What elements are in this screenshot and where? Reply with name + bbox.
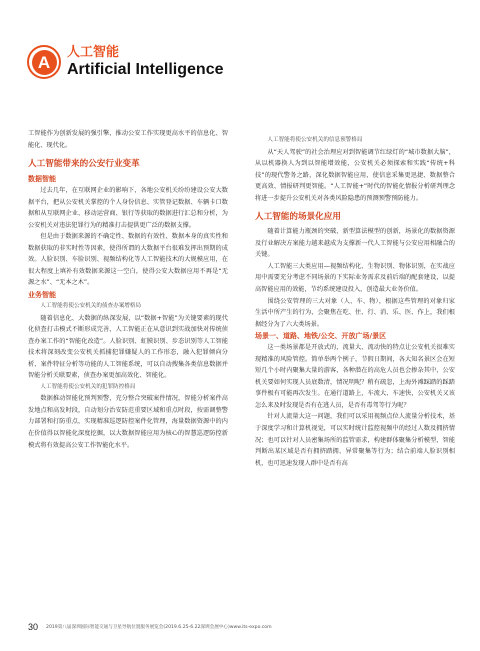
subsection-heading: 场景一、道路、地铁/公交、开放广场/景区 (255, 332, 387, 341)
section-title (67, 45, 223, 79)
paragraph: 从“天人驾驶”的社会治理应对到智能调节红绿灯的“城市数据大脑”，从以机器换人为到以智能增效能，公安机关必须探索和实践“传统+科技”的现代警务之路，深化数据智能应用，使信息采集更迅捷、数据整合更高效、情报研判更智能。“人工智能+”时代的智能化情报分析研判理念将进一步提升公安机关对各类风险隐患的预测预警预防能力。 (255, 148, 455, 202)
page-number: 30 (28, 622, 39, 632)
paragraph: 过去几年，在互联网企业的影响下，各地公安机关纷纷建设公安大数据平台，把从公安机关掌控的个人身份信息、实管登记数据、车辆卡口数据和从互联网企业、移动运营商、银行等获取的数据进行汇总和分析，为公安机关对违法犯罪行为的精准打击提供更广泛的数据支撑。 (28, 187, 228, 229)
paragraph: 随着信息化、大数据的纵深发展，以“数据+智能”为关键要素的现代化侦查打击模式不断形成完善，人工智能正在从意识到实战加快对传统侦查办案工作的“智能化改造”。人脸识别、虹膜识别、步态识别等人工智能技术将深刻改变公安机关抓捕犯罪嫌疑人的工作形态，融入犯罪倾向分析、案件特征分析等功能的人工智能系统，可以自动搜集各类信息数据并智能分析关联要素，侦查办案更加高效化、智能化。 (28, 314, 228, 380)
paragraph: 随着计算能力瓶颈的突破，新型算法模型的创新，场景化的数据资源及行业解决方案能力越来越成为支撑新一代人工智能与公安应用相融合的关键。 (255, 228, 455, 259)
paragraph: 针对人流量大这一问题，我们可以采用视频点位人流量分析技术，基于深度学习和计算机视觉，可以实时统计监控视频中的经过人数及拥挤情况；也可以针对人员密集场所的监管需求，构建群体聚集分析模型，智能判断出某区域是否有拥挤踏拥、异常聚集等行为；结合前端人脸识别相机，也可迅速发现人群中是否有高 (255, 413, 455, 467)
paragraph: 人工智能三大类应用—视频结构化、生物识别、物体识别，在实战应用中需要充分考虑不同场景的下实际业务需求及前后端的配套建设，以提高智能应用的效能，节约系统建设投入，创造最大业务价值。 (255, 262, 455, 294)
logo-letter: A (32, 50, 57, 75)
right-column (255, 135, 455, 469)
subsection-heading: 数据智能 (28, 175, 56, 184)
minor-heading: 人工智能将使公安机关的犯罪防控格局 (40, 383, 136, 390)
minor-heading: 人工智能将使公安机关的信息预警格局 (267, 137, 363, 143)
paragraph: 但是由于数据来源的不确定性、数据的有效性、数据本身的真实性和数据获取的非实时性等因素，使得所谓的大数据平台很难发挥出预期的成效。人脸识别、车脸识别、视频结构化等人工智能技术的大规模应用，在很大程度上填补有效数据来源这一空白，使得公安大数据应用不再是“无源之水”、“无本之木”。 (28, 233, 228, 287)
subsection-heading: 业务智能 (28, 291, 56, 300)
page-header (27, 42, 223, 82)
paragraph: 数据推动智能化预判预警，充分整合突破案件情况，智能分析案件高发地点和高发时段，自动划分治安防范重要区域和重点时段，按需调整警力部署和打防重点，实现精准巡逻防控案件化管理，海量数据资源中的内在价值得以智能化深度挖掘，以大数据智能应用为核心的智慧巡逻防控新模式将有效提高公安工作智能化水平。 (28, 395, 228, 449)
section-title-en: Artificial Intelligence (67, 61, 224, 78)
section-heading: 人工智能带来的公安行业变革 (28, 159, 140, 170)
footer-text: 2019第八届深圳国际智能交通与卫星导航位置服务展览会(2019.6.25-6.22深圳会展中心)www.its-expo.com (46, 625, 272, 630)
paragraph: 这一类场景都是开放式的，流量大、流动快的特点让公安机关很难实现精准的风险管控。简单举两个例子，节假日期间，各大知名景区会在短短几个小时内聚集大量的游客，各种潜在的高危人员也会掺杂其中，公安机关要如何实现人员底数清，情况明呢？稍有疏忽，上海外滩踩踏的踩踏事件极有可能再次发生。在通行道路上，车流大、车速快，公安机关又该怎么来及时发现是否有在逃人员，是否有毒驾等行为呢？ (255, 344, 455, 409)
left-column (28, 128, 228, 451)
page-footer (28, 622, 272, 632)
paragraph: 工智能作为创新发展的强引擎，推动公安工作实现更高水平的信息化、智能化、现代化。 (28, 130, 228, 149)
paragraph: 围绕公安管理的三大对象（人、车、物），根据这些管理的对象归家生活中所产生的行为，会聚焦在吃、住、行、消、乐、医、作上，我们根据经分为了六大类场景。 (255, 297, 455, 328)
minor-heading: 人工智能将使公安机关的侦查办案增格局 (40, 303, 142, 310)
section-logo-icon (27, 45, 61, 79)
section-title-cn: 人工智能 (67, 45, 120, 60)
section-heading: 人工智能的场景化应用 (255, 212, 341, 223)
